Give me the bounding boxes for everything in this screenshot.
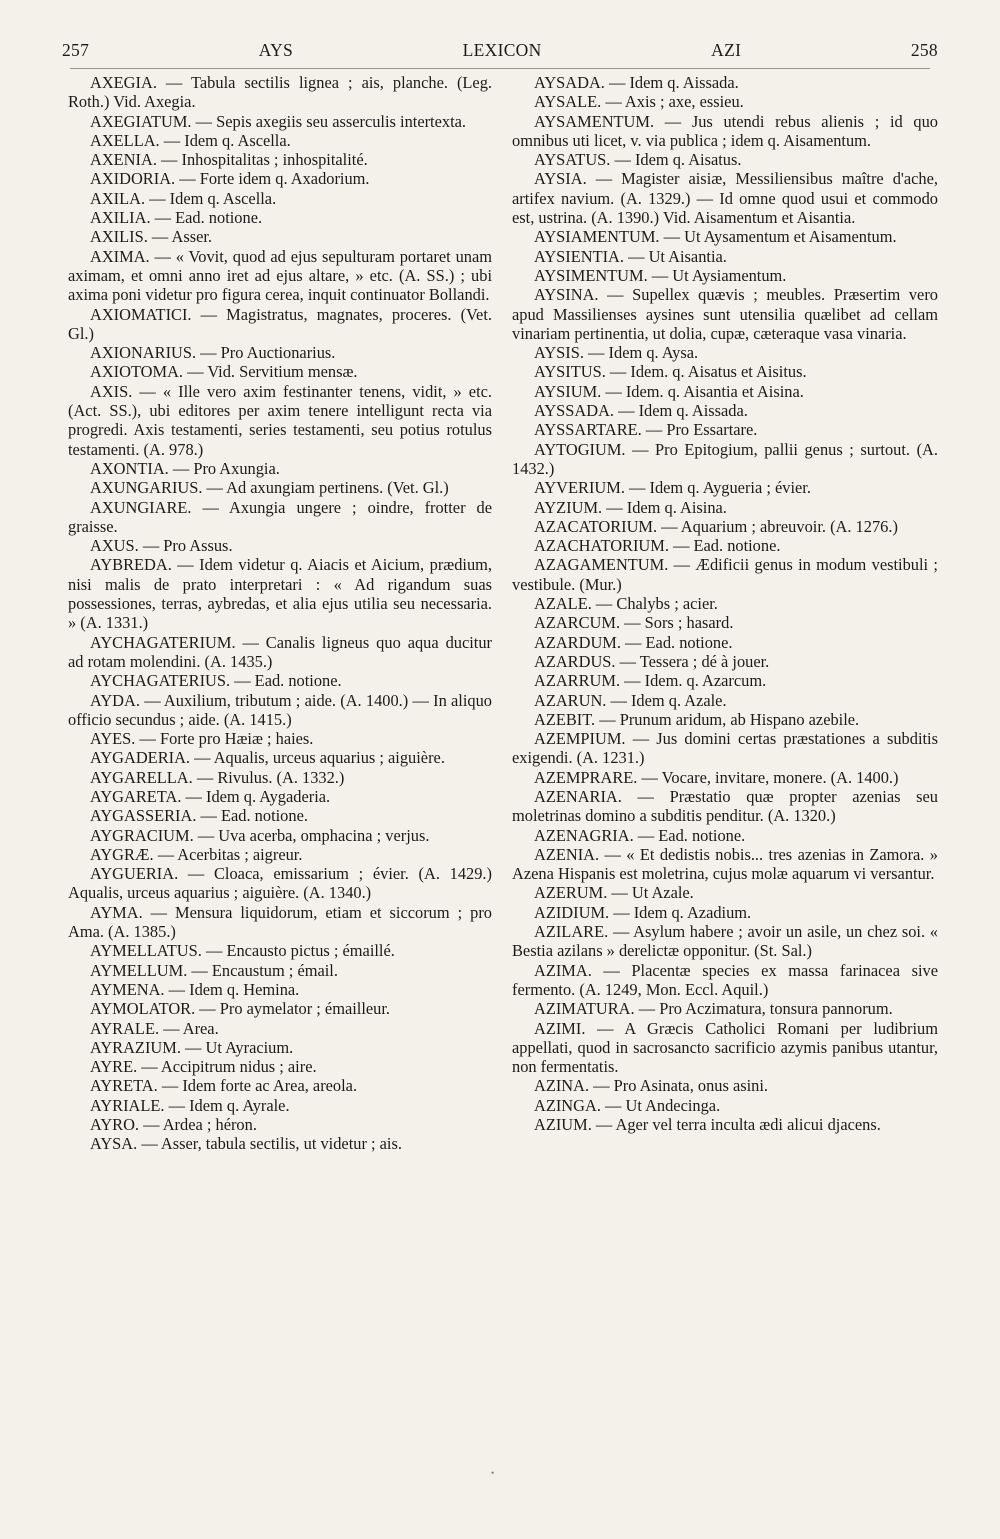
dictionary-entry: AXILIA. — Ead. notione. (90, 208, 263, 228)
page-number-right: 258 (910, 40, 938, 60)
dictionary-entry: AYSA. — Asser, tabula sectilis, ut videtur ; ais. (90, 1134, 402, 1154)
dictionary-entry: AYTOGIUM. — Pro Epitogium, pallii genus ; surtout. (A. 1432.) (512, 439, 938, 478)
dictionary-entry: AYSSARTARE. — Pro Essartare. (534, 420, 758, 440)
running-head-left: AYS (258, 40, 294, 60)
dictionary-entry: AZINGA. — Ut Andecinga. (534, 1095, 721, 1115)
dictionary-entry: AYMOLATOR. — Pro aymelator ; émailleur. (90, 999, 391, 1019)
dictionary-entry: AZACATORIUM. — Aquarium ; abreuvoir. (A. 1276.) (534, 516, 898, 536)
dictionary-entry: AXEGIATUM. — Sepis axegiis seu asserculis intertexta. (90, 111, 466, 131)
dictionary-entry: AYDA. — Auxilium, tributum ; aide. (A. 1400.) — In aliquo officio secundus ; aide. (A. 1415.) (68, 690, 492, 729)
dictionary-entry: AZIMATURA. — Pro Aczimatura, tonsura pannorum. (534, 999, 893, 1019)
dictionary-entry: AYGARELLA. — Rivulus. (A. 1332.) (90, 767, 345, 787)
dictionary-entry: AZARDUS. — Tessera ; dé à jouer. (534, 651, 770, 671)
dictionary-entry: AYSINA. — Supellex quævis ; meubles. Præsertim vero apud Massilienses aysines sunt utensilia quælibet ad cellam vinariam pertinentia, ut dolia, cupæ, cæteraque vasa vinaria. (512, 285, 938, 343)
dictionary-entry: AZARCUM. — Sors ; hasard. (534, 613, 734, 633)
dictionary-entry: AYSAMENTUM. — Jus utendi rebus alienis ; id quo omnibus uti licet, v. via publica ; idem q. Aisamentum. (512, 111, 938, 150)
dictionary-entry: AYCHAGATERIUM. — Canalis ligneus quo aqua ducitur ad rotam molendini. (A. 1435.) (68, 632, 492, 671)
dictionary-entry: AYSSADA. — Idem q. Aissada. (534, 401, 748, 421)
dictionary-entry: AXIOTOMA. — Vid. Servitium mensæ. (90, 362, 358, 382)
dictionary-entry: AYGARETA. — Idem q. Aygaderia. (90, 786, 331, 806)
dictionary-entry: AYES. — Forte pro Hæiæ ; haies. (90, 729, 314, 749)
dictionary-entry: AYSIS. — Idem q. Aysa. (534, 343, 699, 363)
dictionary-entry: AZINA. — Pro Asinata, onus asini. (534, 1076, 769, 1096)
dictionary-entry: AZERUM. — Ut Azale. (534, 883, 694, 903)
dictionary-entry: AYGADERIA. — Aqualis, urceus aquarius ; aiguière. (90, 748, 445, 768)
dictionary-entry: AYMA. — Mensura liquidorum, etiam et siccorum ; pro Ama. (A. 1385.) (68, 902, 492, 942)
dictionary-entry: AYRE. — Accipitrum nidus ; aire. (90, 1057, 317, 1077)
dictionary-entry: AYSIENTIA. — Ut Aisantia. (534, 246, 727, 266)
dictionary-entry: AYCHAGATERIUS. — Ead. notione. (90, 671, 342, 691)
page-number-left: 257 (62, 40, 90, 60)
dictionary-entry: AZILARE. — Asylum habere ; avoir un asile, un chez soi. « Bestia azilans » derelictæ opponitur. (St. Sal.) (512, 922, 938, 961)
dictionary-entry: AYSIA. — Magister aisiæ, Messiliensibus maître d'ache, artifex navium. (A. 1329.) — Id omne quod usui et commodo est, ustrina. (A. 1390.) Vid. Aisamentum et Aisantia. (512, 169, 938, 228)
dictionary-entry: AXONTIA. — Pro Axungia. (90, 458, 280, 478)
dictionary-entry: AYGASSERIA. — Ead. notione. (90, 806, 308, 826)
dictionary-entry: AXUS. — Pro Assus. (90, 536, 233, 556)
dictionary-entry: AXIDORIA. — Forte idem q. Axadorium. (90, 169, 370, 189)
dictionary-entry: AZIDIUM. — Idem q. Azadium. (534, 902, 752, 922)
dictionary-entry: AXIS. — « Ille vero axim festinanter tenens, vidit, » etc. (Act. SS.), ubi editores per axim tenere intelligunt recta via progredi. Axis testamenti, series testamenti, seu potius rotulus testamenti. (A. 978.) (68, 381, 492, 459)
running-head-center: LEXICON (462, 40, 542, 60)
dictionary-entry: AYRIALE. — Idem q. Ayrale. (90, 1095, 290, 1115)
dictionary-entry: AZARUN. — Idem q. Azale. (534, 690, 727, 710)
dictionary-entry: AXELLA. — Idem q. Ascella. (90, 130, 291, 150)
dictionary-entry: AYSIAMENTUM. — Ut Aysamentum et Aisamentum. (534, 227, 897, 247)
dictionary-entry: AYVERIUM. — Idem q. Aygueria ; évier. (534, 478, 811, 498)
running-head-right: AZI (711, 40, 742, 60)
dictionary-entry: AZALE. — Chalybs ; acier. (534, 594, 718, 614)
dictionary-entry: AZENIA. — « Et dedistis nobis... tres azenias in Zamora. » Azena Hispanis est moletrina, cujus molæ aquarum vi versantur. (512, 844, 938, 884)
right-column (512, 73, 938, 1134)
dictionary-entry: AZACHATORIUM. — Ead. notione. (534, 536, 781, 556)
dictionary-entry: AYGRÆ. — Acerbitas ; aigreur. (90, 844, 303, 864)
dictionary-entry: AXIOMATICI. — Magistratus, magnates, proceres. (Vet. Gl.) (68, 304, 492, 343)
running-header (62, 40, 938, 61)
dictionary-entry: AYRETA. — Idem forte ac Area, areola. (90, 1076, 358, 1096)
dictionary-entry: AZARDUM. — Ead. notione. (534, 632, 733, 652)
dictionary-entry: AXIONARIUS. — Pro Auctionarius. (90, 343, 336, 363)
footer-mark: • (491, 1468, 495, 1478)
dictionary-entry: AYSATUS. — Idem q. Aisatus. (534, 150, 742, 170)
dictionary-entry: AZAGAMENTUM. — Ædificii genus in modum vestibuli ; vestibule. (Mur.) (512, 555, 938, 594)
dictionary-entry: AYRO. — Ardea ; héron. (90, 1115, 257, 1135)
dictionary-entry: AZIUM. — Ager vel terra inculta ædi alicui djacens. (534, 1115, 881, 1135)
dictionary-entry: AYGRACIUM. — Uva acerba, omphacina ; verjus. (90, 825, 430, 845)
header-rule (70, 68, 930, 69)
dictionary-entry: AZEMPRARE. — Vocare, invitare, monere. (A. 1400.) (534, 767, 899, 787)
dictionary-entry: AYBREDA. — Idem videtur q. Aiacis et Aicium, prædium, nisi malis de prato interpretari : « Ad rigandum suas possessiones, terras, aybredas, et alia ejus utilia seu necessaria. » (A. 1331.) (68, 555, 492, 633)
dictionary-entry: AZIMA. — Placentæ species ex massa farinacea sive fermento. (A. 1249, Mon. Eccl. Aquil.) (512, 960, 938, 999)
dictionary-entry: AZEBIT. — Prunum aridum, ab Hispano azebile. (534, 709, 860, 729)
dictionary-entry: AXUNGIARE. — Axungia ungere ; oindre, frotter de graisse. (68, 497, 492, 536)
dictionary-entry: AZIMI. — A Græcis Catholici Romani per ludibrium appellati, quod in sacrosancto sacrificio azymis panibus utantur, non fermentatis. (512, 1018, 938, 1077)
dictionary-entry: AYSADA. — Idem q. Aissada. (534, 73, 739, 92)
dictionary-entry: AYRALE. — Area. (90, 1018, 219, 1038)
dictionary-entry: AXUNGARIUS. — Ad axungiam pertinens. (Vet. Gl.) (90, 478, 449, 498)
dictionary-entry: AZARRUM. — Idem. q. Azarcum. (534, 671, 767, 691)
dictionary-entry: AZEMPIUM. — Jus domini certas præstationes a subditis exigendi. (A. 1231.) (512, 729, 938, 768)
dictionary-entry: AYZIUM. — Idem q. Aisina. (534, 497, 727, 517)
dictionary-entry: AXILIS. — Asser. (90, 227, 213, 247)
left-column (68, 73, 492, 1154)
dictionary-entry: AZENARIA. — Præstatio quæ propter azenias seu moletrinas domino a subditis penditur. (A. 1320.) (512, 786, 938, 826)
dictionary-entry: AYMELLATUS. — Encausto pictus ; émaillé. (90, 941, 395, 961)
dictionary-entry: AYSIMENTUM. — Ut Aysiamentum. (534, 265, 787, 285)
dictionary-entry: AXEGIA. — Tabula sectilis lignea ; ais, planche. (Leg. Roth.) Vid. Axegia. (68, 73, 492, 112)
dictionary-entry: AYRAZIUM. — Ut Ayracium. (90, 1037, 294, 1057)
dictionary-entry: AZENAGRIA. — Ead. notione. (534, 825, 746, 845)
dictionary-entry: AYGUERIA. — Cloaca, emissarium ; évier. (A. 1429.) Aqualis, urceus aquarius ; aiguière. (A. 1340.) (68, 864, 492, 903)
dictionary-entry: AYSIUM. — Idem. q. Aisantia et Aisina. (534, 381, 804, 401)
dictionary-entry: AXIMA. — « Vovit, quod ad ejus sepulturam portaret unam aximam, et omni anno iret ad ejus altare, » etc. (A. SS.) ; ubi axima poni videtur pro figura cerea, inquit continuator Bollandi. (68, 246, 492, 305)
dictionary-entry: AYMENA. — Idem q. Hemina. (90, 979, 300, 999)
dictionary-entry: AYSALE. — Axis ; axe, essieu. (534, 92, 744, 112)
dictionary-entry: AXILA. — Idem q. Ascella. (90, 188, 277, 208)
dictionary-entry: AXENIA. — Inhospitalitas ; inhospitalité. (90, 150, 368, 170)
dictionary-entry: AYMELLUM. — Encaustum ; émail. (90, 960, 338, 980)
dictionary-entry: AYSITUS. — Idem. q. Aisatus et Aisitus. (534, 362, 807, 382)
